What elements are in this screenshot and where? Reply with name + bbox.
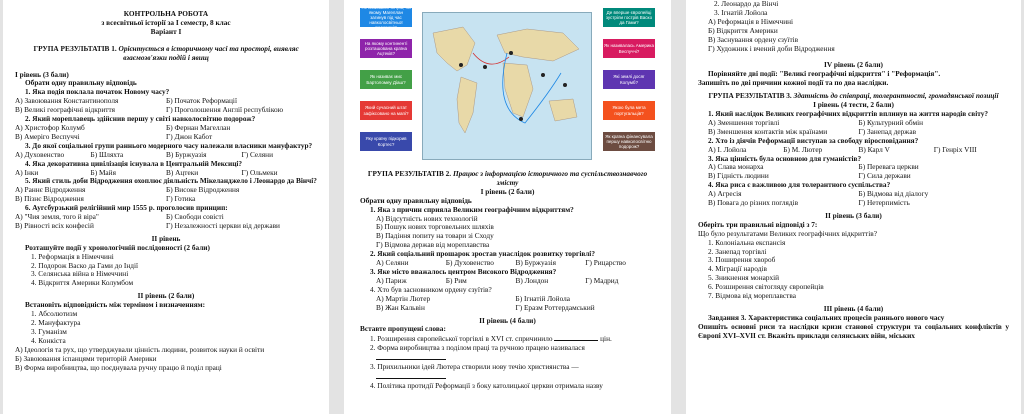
option: Б) Культурний обмін [858, 117, 924, 127]
option: Б) Ігнатій Лойола [515, 293, 571, 303]
option: В) Буржуазія [166, 149, 207, 159]
list-item: 3. Селянська війна в Німеччині [31, 269, 129, 279]
fill-blank[interactable] [554, 334, 598, 341]
option: Б) Духовенство [445, 258, 494, 268]
level3-heading: ІІІ рівень (4 бали) [823, 304, 884, 313]
task3-text: Опишіть основні риси та наслідки кризи станової структури та соціальних конфліктів у Європі XVI–XVII ст. Вкажіть приклади селянських війн, міських [698, 321, 1009, 340]
level1-heading: І рівень (3 бали) [15, 69, 69, 79]
task3-title: Завдання 3. Характеристика соціальних процесів раннього нового часу [708, 312, 945, 322]
option: Г) Ольмеки [241, 167, 278, 177]
option: Б) Майя [90, 167, 116, 177]
term-item: 4. Конкіста [31, 335, 66, 345]
map-question-label: Якою була мета португальців? [603, 101, 655, 120]
question-4: 4. Яка декоративна цивілізація існувала в Центральній Мексиці? [25, 158, 243, 168]
option: Г) Незалежності церкви від держави [166, 220, 280, 230]
level2-question: Що було результатами Великих географічних відкриттів? [698, 228, 877, 238]
map-question-label: Як називалась Америка Веспуччі? [603, 39, 655, 58]
option: Г) Сила держави [858, 171, 911, 181]
option: В) Падіння попиту на товари зі Сходу [376, 231, 494, 241]
level1-heading: І рівень (2 бали) [480, 186, 535, 196]
option: В) Пізнє Відродження [15, 194, 84, 204]
page-3 [686, 0, 1021, 414]
fill-task: Вставте пропущені слова: [360, 324, 446, 334]
question-1: 1. Яка подія поклала початок Новому часу? [25, 87, 170, 97]
option: Б) Фернан Магеллан [166, 122, 231, 132]
list-item: 2. Подорож Васко да Гами до Індії [31, 260, 139, 270]
option: Б) М. Лютер [783, 144, 823, 154]
question-2: 2. Хто із діячів Реформації виступав за свободу віросповідання? [708, 135, 919, 145]
choose-instruction: Обрати одну правильну відповідь [360, 195, 472, 205]
map-figure [360, 6, 655, 164]
question-1-options [698, 119, 1009, 137]
option: А) І. Лойола [708, 144, 747, 154]
term-item: 2. Мануфактура [31, 318, 81, 327]
option: В) Буржуазія [515, 258, 557, 268]
definition-item: Б) Завоювання іспанцями територій Америки [15, 353, 157, 363]
level2-heading: ІІ рівень [151, 233, 181, 243]
list-item: 7. Відмова від мореплавства [708, 291, 796, 301]
group2-header [360, 170, 655, 188]
option: А) Зменшення торгівлі [708, 117, 780, 127]
list-item: 5. Зникнення монархій [708, 273, 780, 283]
list-item: 3. Ігнатій Лойола [714, 7, 768, 17]
option: Г) Еразм Роттердамський [515, 302, 595, 312]
group2-heading: ГРУПА РЕЗУЛЬТАТІВ 2. [367, 169, 452, 178]
list-item: 1. Колоніальна експансія [708, 237, 786, 247]
map-question-label: Який сучасний штат зафіксовано на мапі? [360, 101, 412, 120]
group2-description: Працює з інформацією історичного та суспільствознавчого змісту [452, 169, 648, 187]
level2-heading: ІІ рівень (4 бали) [479, 315, 536, 325]
list-item: 4. Відкриття Америки Колумбом [31, 278, 134, 288]
option: А) "Чия земля, того й віра" [15, 212, 99, 222]
option: Б) Рим [445, 275, 467, 285]
option: А) Селяни [376, 258, 409, 268]
question-4: 4. Яка риса є важливою для толерантного суспільства? [708, 180, 891, 190]
definition-item: В) Форма виробництва, що поєднувала ручну працю й поділ праці [15, 362, 222, 372]
fill-item-2 [360, 344, 655, 353]
option: Г) Нетерпимість [858, 198, 910, 208]
group1-description: Орієнтується в історичному часі та просторі, виявляє взаємозв'язки подій і явищ [118, 43, 299, 62]
option: А) Духовенство [15, 149, 65, 159]
test-title: КОНТРОЛЬНА РОБОТА [123, 9, 209, 18]
map-question-label: Як називає мис Бартоломеу Діаш? [360, 70, 412, 89]
list-item: 2. Занепад торгівлі [708, 246, 767, 256]
page-1 [3, 0, 329, 414]
list-item: 4. Міграції народів [708, 264, 767, 274]
group1-heading: ГРУПА РЕЗУЛЬТАТІВ 1. [33, 43, 117, 53]
fill-text: цін. [600, 334, 612, 344]
list-item: 3. Поширення хвороб [708, 255, 776, 265]
option: Б) Свободи совісті [166, 212, 224, 222]
map-question-label: На якому континенті розташована країна Ацтеків? [360, 39, 412, 58]
option: Б) Шляхта [90, 149, 124, 159]
question-2: 2. Який мореплавець здійснив першу у світі навколосвітню подорож? [25, 114, 256, 124]
option: Г) Занепад держав [858, 126, 917, 136]
definition-item: А) Ідеологія та рух, що утверджували цінність людини, розвиток науки й освіти [15, 344, 265, 354]
option: Г) Джон Кабот [166, 131, 213, 141]
option: А) Христофор Колумб [15, 122, 85, 132]
fill-text: 4. Політика протидії Реформації з боку католицької церкви отримала назву [370, 380, 603, 390]
question-2: 2. Який соціальний прошарок зростав унаслідок розвитку торгівлі? [370, 249, 595, 259]
map-question-label: Які землі досяг Колумб? [603, 70, 655, 89]
term-item: 3. Гуманізм [31, 326, 67, 336]
level2-task: Оберіть три правильні відповіді з 7: [698, 219, 818, 229]
question-5-options [15, 186, 317, 204]
option: В) Лондон [515, 275, 549, 285]
level2b-heading: ІІ рівень (2 бали) [137, 291, 195, 301]
page-2 [344, 0, 671, 414]
option: А) Мартін Лютер [376, 293, 431, 303]
question-3: 3. Яка цінність була основною для гуманістів? [708, 153, 862, 163]
fill-item-3 [360, 363, 655, 372]
list-item: 1. Реформація в Німеччині [31, 251, 114, 261]
option: В) Заснування ордену єзуїтів [708, 34, 799, 44]
option: Г) Генріх VIII [933, 144, 977, 154]
fill-blank[interactable] [376, 353, 446, 360]
option: Г) Селяни [241, 149, 273, 159]
option: В) Зменшення контактів між країнами [708, 126, 828, 136]
option: Б) Перевага церкви [858, 162, 919, 172]
question-4-options [698, 190, 1009, 208]
compare-task: Порівняйте дві події: "Великі географічні відкриття" і "Реформація". [708, 69, 941, 79]
map-question-label: Де вперше європейці зустріли гострів Васко да Гами? [603, 8, 655, 27]
option: В) Рівності всіх конфесій [15, 220, 94, 230]
question-6: 6. Аугсбурзький релігійний мир 1555 р. проголосив принцип: [25, 203, 228, 213]
question-1-options [15, 97, 317, 115]
compare-task-2: Запишіть по дві причини кожної події та по два наслідки. [698, 78, 889, 88]
level1-heading: І рівень (4 тести, 2 бали) [813, 100, 894, 110]
option: Г) Мадрид [585, 275, 619, 285]
option: Б) Високе Відродження [166, 185, 240, 195]
question-2-options [15, 124, 317, 142]
group3-description: Здатність до співпраці, толерантності, громадянської позиції [793, 91, 999, 101]
option: А) Раннє Відродження [15, 185, 86, 195]
fill-item-4 [360, 382, 655, 391]
level4-heading: IV рівень (2 бали) [824, 60, 883, 70]
question-1: 1. Який наслідок Великих географічних відкриттів вплинув на життя народів світу? [708, 108, 989, 118]
option: В) Великі географічні відкриття [15, 105, 115, 115]
question-4: 4. Хто був засновником ордену єзуїтів? [370, 284, 492, 294]
choose-instruction: Обрати одну правильну відповідь [25, 78, 137, 88]
option: Г) Проголошення Англії республікою [166, 105, 284, 115]
option: В) Ацтеки [166, 167, 199, 177]
option: Г) Відмова держав від мореплавства [376, 240, 490, 250]
question-1: 1. Яка з причин сприяла Великим географічним відкриттям? [370, 204, 574, 214]
question-6-options [15, 213, 317, 231]
option: Б) Пошук нових торговельних шляхів [376, 222, 494, 232]
option: Г) Рицарство [585, 258, 626, 268]
term-item: 1. Абсолютизм [31, 309, 78, 319]
list-item: 6. Розширення світогляду європейців [708, 282, 824, 292]
test-variant: Варіант І [150, 26, 182, 36]
fill-text: 1. Розширення європейської торгівлі в XVI ст. спричинило [370, 334, 553, 344]
option: В) Жан Кальвін [376, 302, 425, 312]
question-3: 3. Яке місто вважалось центром Високого Відродження? [370, 266, 557, 276]
group3-heading: ГРУПА РЕЗУЛЬТАТІВ 3. [708, 91, 792, 101]
option: А) Агресія [708, 189, 742, 199]
level2-heading: ІІ рівень (3 бали) [825, 210, 882, 220]
option: В) Повага до різних поглядів [708, 198, 799, 208]
level2b-task: Встановіть відповідність між терміном і визначенням: [25, 300, 206, 310]
option: А) Слава монарха [708, 162, 764, 172]
option: Б) Початок Реформації [166, 96, 237, 106]
option: В) Амеріго Веспуччі [15, 131, 80, 141]
fill-text: 2. Форма виробництва з поділом праці та ручною працею називалася [370, 343, 585, 353]
group1-header [15, 45, 317, 63]
option: А) Завоювання Константинополя [15, 96, 119, 106]
question-5: 5. Який стиль доби Відродження охоплює діяльність Мікеланджело і Леонардо да Вінчі? [25, 176, 317, 186]
question-3-options [698, 163, 1009, 181]
map-question-label: Яку країну підкорив Кортес? [360, 132, 412, 151]
option: Б) Відмова від діалогу [858, 189, 929, 199]
option: А) Реформація в Німеччині [708, 16, 794, 26]
option: В) Гідність людини [708, 171, 769, 181]
option: Б) Відкриття Америки [708, 25, 778, 35]
map-question-label: Як називався острів, на якому Магеллан загинув під час навколосвітньої подорожі? [361, 4, 411, 31]
list-item: 2. Леонардо да Вінчі [714, 0, 779, 8]
fill-text: 3. Прихильники ідей Лютера створили нову течію християнства — [370, 362, 579, 372]
option: А) Інки [15, 167, 39, 177]
fill-blank[interactable] [376, 372, 446, 379]
world-map-drawing [423, 13, 591, 159]
world-map [422, 12, 592, 160]
question-4-options [360, 295, 655, 313]
level2-task: Розташуйте події у хронологічній послідовності (2 бали) [25, 242, 210, 252]
option: А) Відсутність нових технологій [376, 213, 478, 223]
option: А) Париж [376, 275, 407, 285]
question-3: 3. До якої соціальної групи раннього модерного часу належали власники мануфактур? [25, 140, 313, 150]
test-subtitle: з всесвітньої історії за І семестр, 8 клас [101, 17, 231, 27]
option: Г) Художник і вчений доби Відродження [708, 43, 835, 53]
map-question-label: Як країна фінансувала першу навколосвітню подорож? [603, 132, 655, 151]
option: В) Карл V [858, 144, 890, 154]
option: Г) Готика [166, 194, 196, 204]
